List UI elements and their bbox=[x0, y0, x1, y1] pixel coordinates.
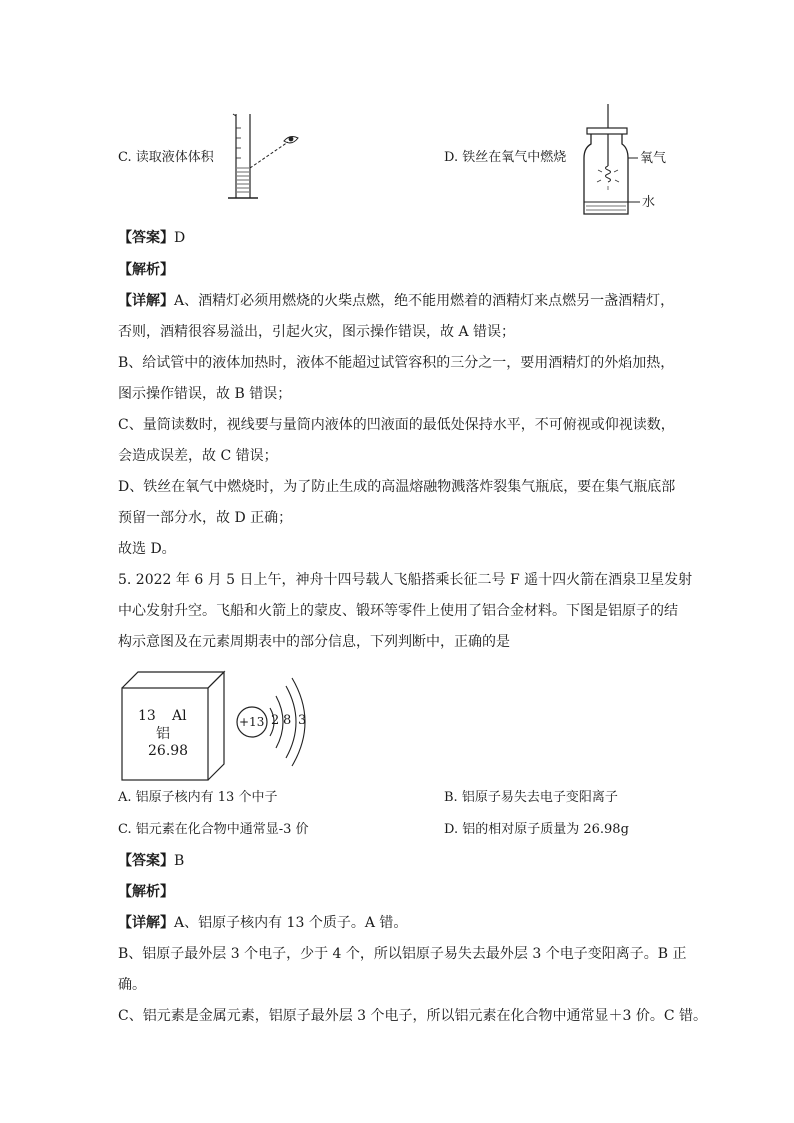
q5-stem-line-1: 5. 2022 年 6 月 5 日上午，神舟十四号载人飞船搭乘长征二号 F 遥十四火箭在酒泉卫星发射 bbox=[118, 572, 693, 588]
q5-option-b: B. 铝原子易失去电子变阳离子 bbox=[444, 790, 618, 805]
answer-tag: 【答案】 bbox=[118, 853, 174, 869]
q4-conclusion: 故选 D。 bbox=[118, 541, 176, 557]
q5-stem-line-3: 构示意图及在元素周期表中的部分信息，下列判断中，正确的是 bbox=[118, 634, 510, 650]
q4-detail-line-6: 会造成误差，故 C 错误； bbox=[118, 448, 278, 464]
q5-detail-line-1 bbox=[118, 913, 407, 933]
shell-1-electrons: 2 bbox=[271, 713, 280, 728]
q4-detail-line-5: C、量筒读数时，视线要与量筒内液体的凹液面的最低处保持水平，不可俯视或仰视读数， bbox=[118, 417, 675, 433]
q5-answer bbox=[118, 851, 184, 871]
q5-detail-line-4: C、铝元素是金属元素，铝原子最外层 3 个电子，所以铝元素在化合物中通常显＋3 价。C 错。 bbox=[118, 1008, 708, 1024]
option-c-label: C. 读取液体体积 bbox=[118, 150, 214, 165]
element-atomic-mass: 26.98 bbox=[148, 743, 189, 759]
answer-value: D bbox=[174, 230, 186, 246]
graduated-cylinder-figure bbox=[222, 108, 312, 204]
detail-tag: 【详解】 bbox=[118, 915, 174, 931]
q4-detail-line-1 bbox=[118, 291, 674, 311]
q4-detail-line-2: 否则，酒精很容易溢出，引起火灾，图示操作错误，故 A 错误； bbox=[118, 324, 516, 340]
detail-tag: 【详解】 bbox=[118, 293, 174, 309]
q5-option-a: A. 铝原子核内有 13 个中子 bbox=[118, 790, 278, 805]
option-d-label: D. 铁丝在氧气中燃烧 bbox=[444, 150, 567, 165]
q5-detail-line-3: 确。 bbox=[118, 977, 146, 993]
q4-answer bbox=[118, 228, 185, 248]
q5-stem-line-2: 中心发射升空。飞船和火箭上的蒙皮、锻环等零件上使用了铝合金材料。下图是铝原子的结 bbox=[118, 603, 678, 619]
q4-detail-line-3: B、给试管中的液体加热时，液体不能超过试管容积的三分之一，要用酒精灯的外焰加热， bbox=[118, 355, 675, 371]
element-name: 铝 bbox=[156, 726, 170, 742]
answer-value: B bbox=[174, 853, 185, 869]
element-symbol: Al bbox=[172, 708, 187, 724]
q4-detail-line-7: D、铁丝在氧气中燃烧时，为了防止生成的高温熔融物溅落炸裂集气瓶底，要在集气瓶底部 bbox=[118, 479, 676, 495]
nucleus-charge: +13 bbox=[239, 715, 265, 729]
q4-detail-line-4: 图示操作错误，故 B 错误； bbox=[118, 386, 292, 402]
text: A、酒精灯必须用燃烧的火柴点燃，绝不能用燃着的酒精灯来点燃另一盏酒精灯， bbox=[174, 293, 675, 309]
oxygen-label: 氧气 bbox=[640, 151, 667, 166]
element-atomic-number: 13 bbox=[138, 708, 156, 724]
water-label: 水 bbox=[642, 195, 656, 210]
q5-detail-line-2: B、铝原子最外层 3 个电子，少于 4 个，所以铝原子易失去最外层 3 个电子变阳离子。B 正 bbox=[118, 946, 687, 962]
q4-detail-line-8: 预留一部分水，故 D 正确； bbox=[118, 510, 293, 526]
text: A、铝原子核内有 13 个质子。A 错。 bbox=[174, 915, 408, 931]
q5-option-d: D. 铝的相对原子质量为 26.98g bbox=[444, 822, 629, 837]
shell-3-electrons: 3 bbox=[298, 713, 307, 728]
q4-analysis-tag: 【解析】 bbox=[118, 262, 174, 278]
q5-analysis-tag: 【解析】 bbox=[118, 884, 174, 900]
answer-tag: 【答案】 bbox=[118, 230, 174, 246]
q5-option-c: C. 铝元素在化合物中通常显-3 价 bbox=[118, 822, 309, 837]
iron-wire-combustion-figure bbox=[578, 102, 698, 220]
shell-2-electrons: 8 bbox=[283, 713, 292, 728]
